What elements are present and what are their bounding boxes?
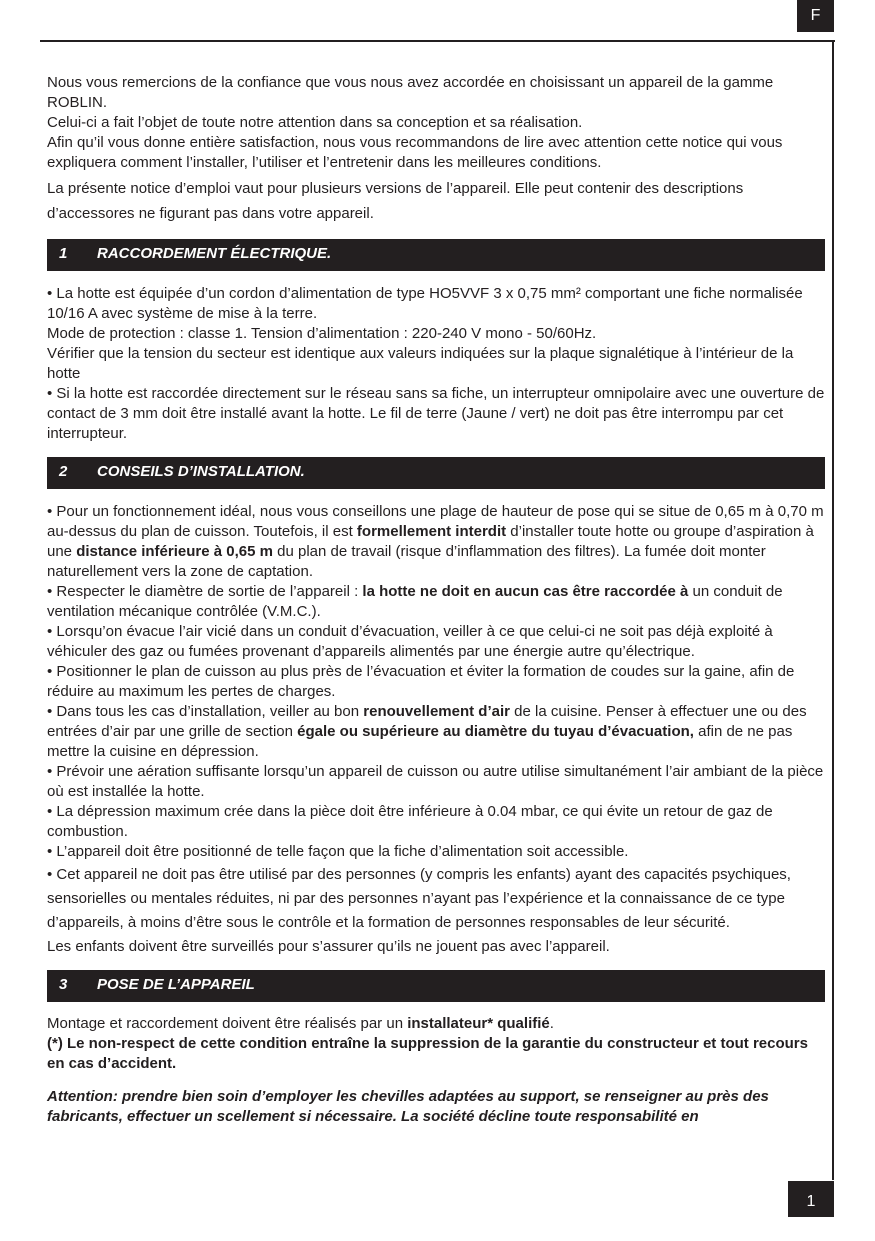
paragraph <box>47 702 827 762</box>
paragraph: Mode de protection : classe 1. Tension d’alimentation : 220-240 V mono - 50/60Hz. <box>47 325 597 342</box>
paragraph: • Cet appareil ne doit pas être utilisé par des personnes (y compris les enfants) ayant des capacités psychiques, sensorielles ou mentales réduites, ni par des personnes n’ayant pas l’expérience et la connaissance de ce type d’appareils, à moins d’être sous le contrôle et la formation de personnes responsables de leur sécurité. <box>47 866 791 931</box>
top-rule <box>40 40 835 42</box>
warranty-note: (*) Le non-respect de cette condition entraîne la suppression de la garantie du constructeur et tout recours en cas d’accident. <box>47 1035 808 1072</box>
language-badge: F <box>797 0 834 32</box>
section-2-body <box>47 502 827 957</box>
text-run: • Dans tous les cas d’installation, veiller au bon <box>47 703 364 720</box>
text-run: . <box>549 1015 554 1032</box>
paragraph: • Positionner le plan de cuisson au plus près de l’évacuation et éviter la formation de coudes sur la gaine, afin de réduire au maximum les pertes de charges. <box>47 663 795 700</box>
intro-paragraph: Afin qu’il vous donne entière satisfaction, nous vous recommandons de lire avec attention cette notice qui vous expliquera comment l’installer, l’utiliser et l’entretenir dans les meilleures conditions. <box>47 134 783 171</box>
section-1-header <box>47 239 825 271</box>
intro <box>47 73 827 226</box>
paragraph: Vérifier que la tension du secteur est identique aux valeurs indiquées sur la plaque signalétique à l’intérieur de la hotte <box>47 345 794 382</box>
section-title: POSE DE L’APPAREIL <box>97 976 255 993</box>
paragraph: • L’appareil doit être positionné de telle façon que la fiche d’alimentation soit accessible. <box>47 843 629 860</box>
paragraph: • La hotte est équipée d’un cordon d’alimentation de type HO5VVF 3 x 0,75 mm² comportant une fiche normalisée 10/16 A avec système de mise à la terre. <box>47 285 803 322</box>
section-number: 3 <box>59 976 68 993</box>
emphasis: installateur* qualifié <box>407 1015 550 1032</box>
section-3-header <box>47 970 825 1002</box>
intro-paragraph: Nous vous remercions de la confiance que vous nous avez accordée en choisissant un appareil de la gamme ROBLIN. <box>47 74 774 111</box>
paragraph <box>47 1014 827 1034</box>
section-3-body <box>47 1014 827 1127</box>
section-1-body <box>47 284 827 444</box>
emphasis: formellement interdit <box>356 523 507 540</box>
section-number: 2 <box>59 463 68 480</box>
paragraph: • Prévoir une aération suffisante lorsqu’un appareil de cuisson ou autre utilise simultanément l’air ambiant de la pièce où est installée la hotte. <box>47 763 824 800</box>
section-title: RACCORDEMENT ÉLECTRIQUE. <box>97 245 332 262</box>
emphasis: distance inférieure à 0,65 m <box>76 543 273 560</box>
paragraph <box>47 582 827 622</box>
text-run: un conduit de ventilation mécanique contrôlée (V.M.C.). <box>47 583 783 620</box>
emphasis: renouvellement d’air <box>363 703 510 720</box>
paragraph <box>47 502 827 582</box>
right-rule <box>832 40 834 1180</box>
intro-paragraph: La présente notice d’emploi vaut pour plusieurs versions de l’appareil. Elle peut contenir des descriptions d’accessores ne figurant pas dans votre appareil. <box>47 180 744 222</box>
text-run: afin de ne pas mettre la cuisine en dépression. <box>47 723 793 760</box>
attention-note: Attention: prendre bien soin d’employer les chevilles adaptées au support, se renseigner au près des fabricants, effectuer un scellement si nécessaire. La société décline toute responsabilité en <box>47 1088 769 1125</box>
emphasis: la hotte ne doit en aucun cas être raccordée à <box>362 583 689 600</box>
text-run: du plan de travail (risque d’inflammation des filtres). La fumée doit monter naturellement vers la zone de captation. <box>47 543 766 580</box>
page-number: 1 <box>788 1181 834 1217</box>
document-body <box>47 73 827 1127</box>
text-run: Montage et raccordement doivent être réalisés par un <box>47 1015 408 1032</box>
section-number: 1 <box>59 245 68 262</box>
emphasis: égale ou supérieure au diamètre du tuyau d’évacuation, <box>297 723 694 740</box>
text-run: de la cuisine. Penser à effectuer une ou des entrées d’air par une grille de section <box>47 703 807 740</box>
paragraph: • Si la hotte est raccordée directement sur le réseau sans sa fiche, un interrupteur omnipolaire avec une ouverture de contact de 3 mm doit être installé avant la hotte. Le fil de terre (Jaune / vert) ne doit pas être interrompu par cet interrupteur. <box>47 385 825 442</box>
paragraph: • Lorsqu’on évacue l’air vicié dans un conduit d’évacuation, veiller à ce que celui-ci ne soit pas déjà exploité à véhiculer des gaz ou fumées provenant d’appareils alimentés par une énergie autre qu’électrique. <box>47 623 773 660</box>
text-run: • Respecter le diamètre de sortie de l’appareil : <box>47 583 363 600</box>
section-title: CONSEILS D’INSTALLATION. <box>97 463 305 480</box>
paragraph: • La dépression maximum crée dans la pièce doit être inférieure à 0.04 mbar, ce qui évite un retour de gaz de combustion. <box>47 803 773 840</box>
intro-paragraph: Celui-ci a fait l’objet de toute notre attention dans sa conception et sa réalisation. <box>47 114 583 131</box>
text-run: d’installer toute hotte ou groupe d’aspiration à une <box>47 523 814 560</box>
text-run: • Pour un fonctionnement idéal, nous vous conseillons une plage de hauteur de pose qui se situe de 0,65 m à 0,70 m au-dessus du plan de cuisson. Toutefois, il est <box>47 503 824 540</box>
paragraph: Les enfants doivent être surveillés pour s’assurer qu’ils ne jouent pas avec l’appareil. <box>47 938 610 955</box>
section-2-header <box>47 457 825 489</box>
